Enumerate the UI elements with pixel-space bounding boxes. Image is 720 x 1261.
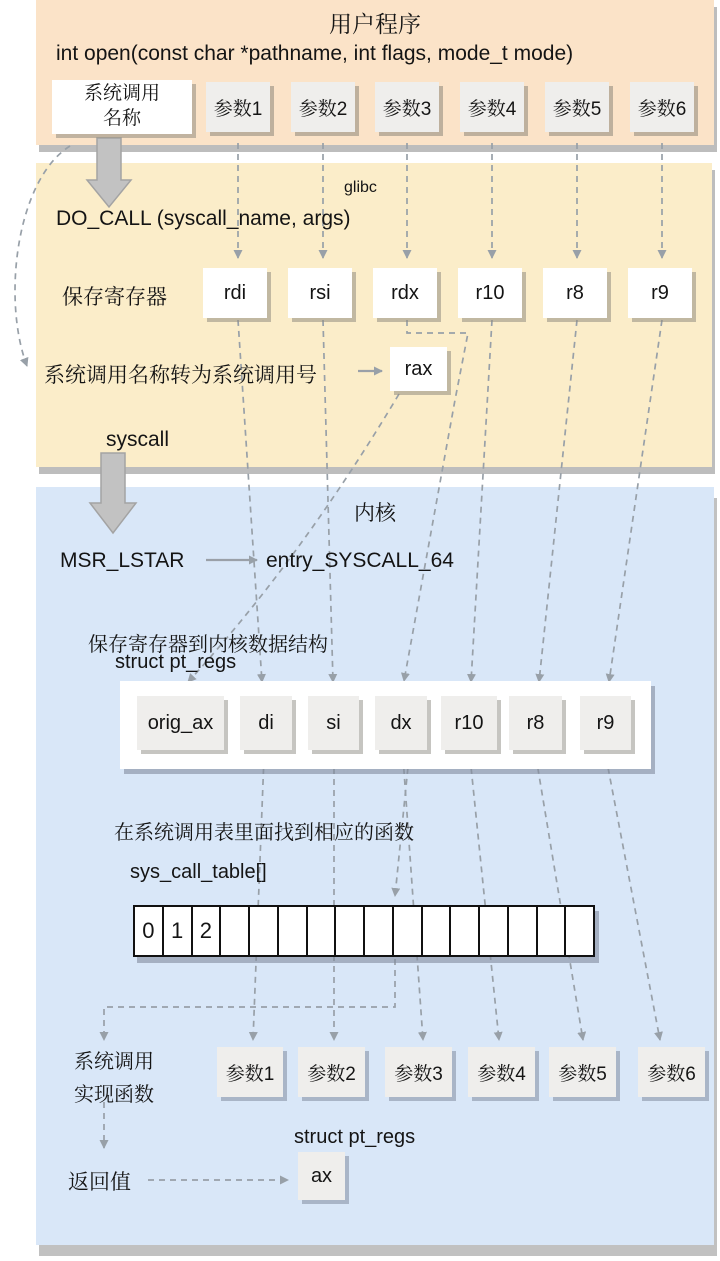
table-cell <box>279 907 308 955</box>
si-box: si <box>308 696 359 750</box>
table-cell <box>423 907 452 955</box>
do-call-text: DO_CALL (syscall_name, args) <box>56 207 351 230</box>
sys-call-table-label: sys_call_table[] <box>130 861 267 883</box>
return-value-label: 返回值 <box>68 1171 131 1194</box>
impl-function-label <box>74 1046 154 1112</box>
user-arg4-box: 参数4 <box>460 82 524 132</box>
rdi-box: rdi <box>203 268 267 318</box>
table-cell <box>336 907 365 955</box>
kernel-title: 内核 <box>354 502 396 525</box>
kernel-arg6-box: 参数6 <box>638 1047 705 1097</box>
pt-regs-label: struct pt_regs <box>115 651 237 673</box>
pt-regs-label-bottom: struct pt_regs <box>294 1126 416 1148</box>
rdx-box: rdx <box>373 268 437 318</box>
table-cell <box>538 907 567 955</box>
table-cell <box>221 907 250 955</box>
save-registers-label: 保存寄存器 <box>62 286 167 309</box>
save-to-kernel-text: 保存寄存器到内核数据结构 <box>88 634 328 656</box>
kernel-r10-box: r10 <box>441 696 497 750</box>
kernel-arg1-box: 参数1 <box>217 1047 283 1097</box>
kernel-r8-box: r8 <box>509 696 562 750</box>
r10-box: r10 <box>458 268 522 318</box>
open-signature: int open(const char *pathname, int flags, mode_t mode) <box>56 42 574 65</box>
table-cell <box>480 907 509 955</box>
r9-box: r9 <box>628 268 692 318</box>
sys-call-table <box>133 905 595 957</box>
user-arg5-box: 参数5 <box>545 82 609 132</box>
dx-box: dx <box>375 696 427 750</box>
user-arg6-box: 参数6 <box>630 82 694 132</box>
kernel-r9-box: r9 <box>580 696 631 750</box>
syscall-name-box <box>52 80 192 134</box>
user-arg1-box: 参数1 <box>206 82 270 132</box>
rax-box: rax <box>390 347 447 391</box>
table-cell <box>451 907 480 955</box>
user-arg3-box: 参数3 <box>375 82 439 132</box>
pt-regs-container <box>120 681 651 769</box>
ax-box: ax <box>298 1152 345 1200</box>
user-program-title: 用户程序 <box>329 11 421 37</box>
find-function-text: 在系统调用表里面找到相应的函数 <box>114 822 414 844</box>
table-cell: 0 <box>135 907 164 955</box>
table-cell <box>365 907 394 955</box>
di-box: di <box>240 696 292 750</box>
r8-box: r8 <box>543 268 607 318</box>
impl-function-line2: 实现函数 <box>74 1084 154 1106</box>
glibc-label: glibc <box>344 179 377 196</box>
impl-function-line1: 系统调用 <box>74 1051 154 1073</box>
table-cell <box>308 907 337 955</box>
syscall-name-line2: 名称 <box>102 108 141 129</box>
kernel-arg5-box: 参数5 <box>549 1047 616 1097</box>
entry-syscall64-label: entry_SYSCALL_64 <box>266 549 454 572</box>
table-cell <box>394 907 423 955</box>
table-cell: 1 <box>164 907 193 955</box>
table-cell <box>250 907 279 955</box>
table-cell <box>509 907 538 955</box>
kernel-arg3-box: 参数3 <box>385 1047 452 1097</box>
table-cell: 2 <box>193 907 222 955</box>
kernel-arg2-box: 参数2 <box>298 1047 365 1097</box>
syscall-instruction-label: syscall <box>106 428 170 451</box>
orig-ax-box: orig_ax <box>137 696 224 750</box>
rsi-box: rsi <box>288 268 352 318</box>
msr-lstar-label: MSR_LSTAR <box>60 549 185 572</box>
user-arg2-box: 参数2 <box>291 82 355 132</box>
syscall-name-line1: 系统调用 <box>83 83 160 105</box>
kernel-arg4-box: 参数4 <box>468 1047 535 1097</box>
table-cell <box>566 907 593 955</box>
convert-syscall-number-text: 系统调用名称转为系统调用号 <box>44 364 317 387</box>
